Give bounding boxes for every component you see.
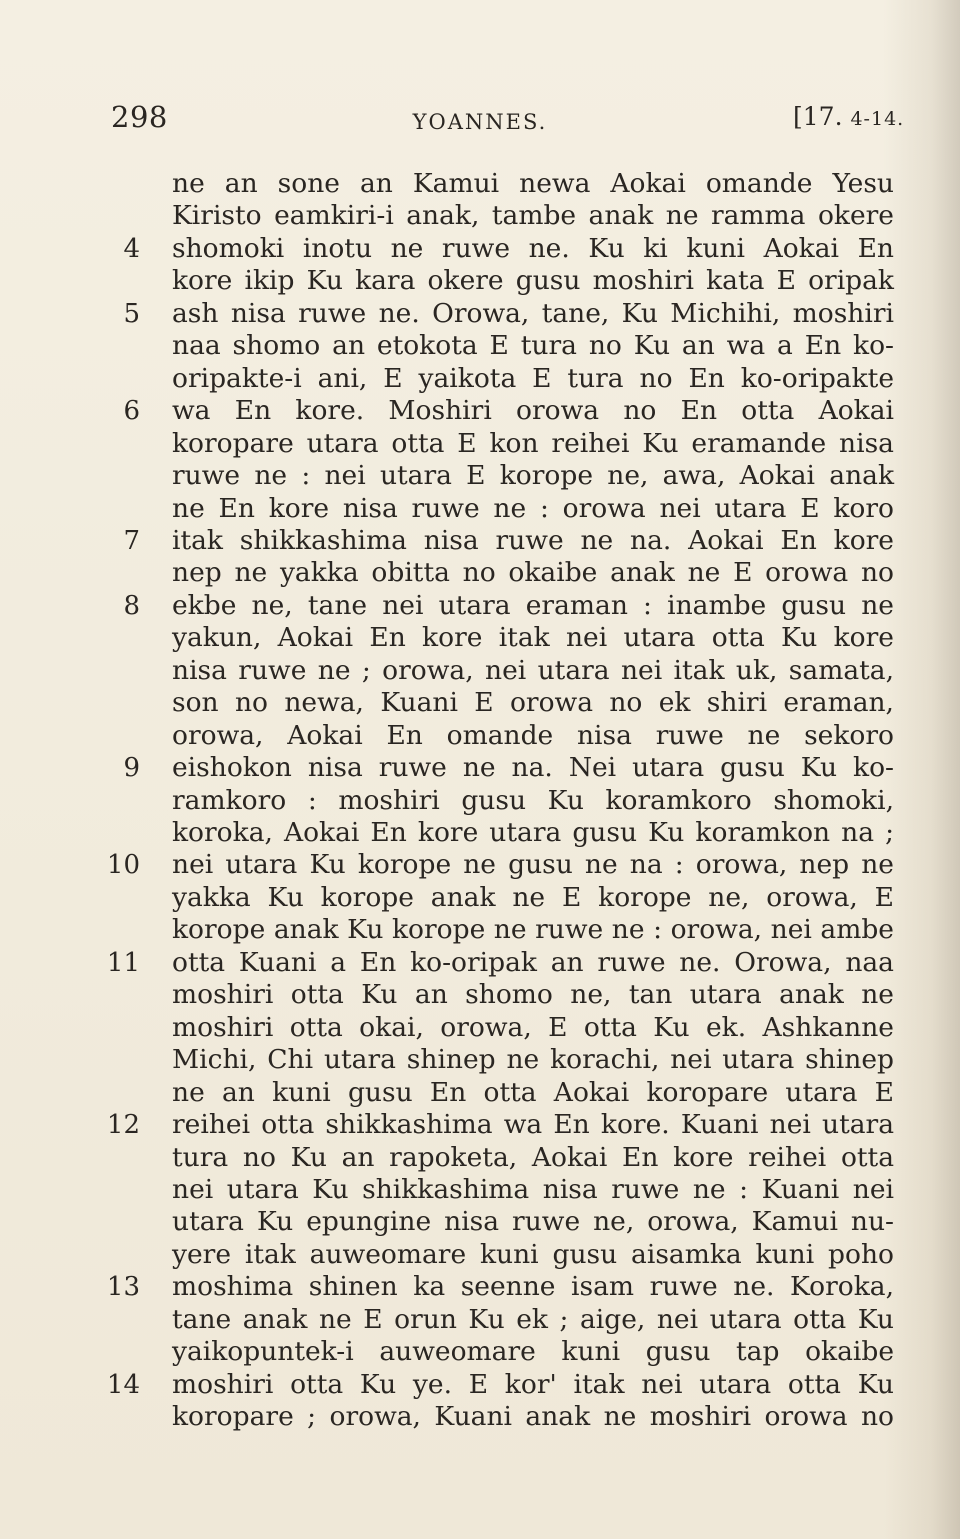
text-line	[0, 557, 960, 589]
line-text: Kiristo eamkiri-i anak, tambe anak ne ramma okere	[172, 200, 894, 232]
text-line	[0, 687, 960, 719]
chapter-reference-verses: 4-14.	[850, 108, 905, 130]
line-text: nei utara Ku shikkashima nisa ruwe ne : Kuani nei	[172, 1173, 894, 1205]
text-line	[0, 493, 960, 525]
line-text: orowa, Aokai En omande nisa ruwe ne sekoro	[172, 719, 894, 751]
text-line	[0, 1271, 960, 1303]
text-line	[0, 1109, 960, 1141]
line-text: korope anak Ku korope ne ruwe ne : orowa, nei ambe	[172, 914, 894, 946]
line-text: moshima shinen ka seenne isam ruwe ne. Koroka,	[172, 1271, 894, 1303]
running-title: YOANNES.	[412, 110, 548, 134]
verse-number: 5	[123, 298, 140, 329]
text-line	[0, 1304, 960, 1336]
line-text: reihei otta shikkashima wa En kore. Kuani nei utara	[172, 1109, 894, 1141]
line-text: ekbe ne, tane nei utara eraman : inambe gusu ne	[172, 589, 894, 621]
text-line	[0, 979, 960, 1011]
verse-number: 10	[106, 850, 140, 881]
line-text: moshiri otta okai, orowa, E otta Ku ek. Ashkanne	[172, 1011, 894, 1043]
text-line	[0, 849, 960, 881]
page-header	[0, 98, 960, 138]
text-line	[0, 1174, 960, 1206]
line-text: ne an kuni gusu En otta Aokai koropare utara E	[172, 1076, 894, 1108]
text-line	[0, 395, 960, 427]
line-text: shomoki inotu ne ruwe ne. Ku ki kuni Aokai En	[172, 232, 894, 264]
verse-number: 8	[123, 590, 140, 621]
text-line	[0, 914, 960, 946]
verse-number: 9	[123, 753, 140, 784]
line-text: Michi, Chi utara shinep ne korachi, nei utara shinep	[172, 1044, 894, 1076]
verse-number: 14	[106, 1369, 140, 1400]
line-text: tura no Ku an rapoketa, Aokai En kore reihei otta	[172, 1141, 894, 1173]
chapter-reference-main: [17.	[793, 102, 843, 131]
text-line	[0, 1044, 960, 1076]
verse-number: 7	[123, 525, 140, 556]
text-line	[0, 363, 960, 395]
text-line	[0, 1077, 960, 1109]
text-line	[0, 655, 960, 687]
text-line	[0, 1369, 960, 1401]
line-text: oripakte-i ani, E yaikota E tura no En ko-oripakte	[172, 362, 894, 394]
line-text: yaikopuntek-i auweomare kuni gusu tap okaibe	[172, 1336, 894, 1368]
line-text: son no newa, Kuani E orowa no ek shiri eraman,	[172, 687, 894, 719]
verse-number: 11	[106, 947, 140, 978]
line-text: ramkoro : moshiri gusu Ku koramkoro shomoki,	[172, 784, 894, 816]
line-text: utara Ku epungine nisa ruwe ne, orowa, Kamui nu-	[172, 1206, 894, 1238]
text-line	[0, 752, 960, 784]
text-line	[0, 330, 960, 362]
verse-number: 6	[123, 396, 140, 427]
line-text: nisa ruwe ne ; orowa, nei utara nei itak uk, samata,	[172, 654, 894, 686]
text-line	[0, 590, 960, 622]
text-line	[0, 882, 960, 914]
text-line	[0, 168, 960, 200]
chapter-reference	[793, 102, 904, 131]
line-text: naa shomo an etokota E tura no Ku an wa a En ko-	[172, 330, 894, 362]
text-line	[0, 265, 960, 297]
text-line	[0, 200, 960, 232]
text-line	[0, 785, 960, 817]
line-text: koroka, Aokai En kore utara gusu Ku koramkon na ;	[172, 817, 894, 848]
text-line	[0, 1239, 960, 1271]
line-text: eishokon nisa ruwe ne na. Nei utara gusu Ku ko-	[172, 752, 894, 784]
text-line	[0, 947, 960, 979]
line-text: ash nisa ruwe ne. Orowa, tane, Ku Michihi, moshiri	[172, 297, 894, 329]
text-line	[0, 233, 960, 265]
text-line	[0, 817, 960, 849]
text-line	[0, 1206, 960, 1238]
line-text: koropare ; orowa, Kuani anak ne moshiri orowa no	[172, 1401, 894, 1433]
text-line	[0, 622, 960, 654]
verse-number: 12	[106, 1110, 140, 1141]
verse-number: 4	[123, 233, 140, 264]
line-text: ruwe ne : nei utara E korope ne, awa, Aokai anak	[172, 460, 894, 492]
text-line	[0, 1142, 960, 1174]
text-line	[0, 525, 960, 557]
line-text: kore ikip Ku kara okere gusu moshiri kata E oripak	[172, 265, 894, 297]
line-text: moshiri otta Ku an shomo ne, tan utara anak ne	[172, 979, 894, 1011]
line-text: itak shikkashima nisa ruwe ne na. Aokai En kore	[172, 524, 894, 556]
line-text: ne an sone an Kamui newa Aokai omande Yesu	[172, 168, 894, 199]
line-text: otta Kuani a En ko-oripak an ruwe ne. Orowa, naa	[172, 946, 894, 978]
line-text: yakka Ku korope anak ne E korope ne, orowa, E	[172, 881, 894, 913]
text-line	[0, 1401, 960, 1433]
text-line	[0, 460, 960, 492]
line-text: nep ne yakka obitta no okaibe anak ne E orowa no	[172, 557, 894, 589]
line-text: wa En kore. Moshiri orowa no En otta Aokai	[172, 395, 894, 427]
text-line	[0, 720, 960, 752]
line-text: tane anak ne E orun Ku ek ; aige, nei utara otta Ku	[172, 1303, 894, 1335]
line-text: koropare utara otta E kon reihei Ku eramande nisa	[172, 427, 894, 459]
line-text: yakun, Aokai En kore itak nei utara otta Ku kore	[172, 622, 894, 654]
text-line	[0, 1012, 960, 1044]
verse-number: 13	[106, 1272, 140, 1303]
page-number: 298	[111, 100, 168, 134]
line-text: moshiri otta Ku ye. E kor' itak nei utara otta Ku	[172, 1368, 894, 1400]
line-text: yere itak auweomare kuni gusu aisamka kuni poho	[172, 1238, 894, 1270]
text-line	[0, 1336, 960, 1368]
text-line	[0, 298, 960, 330]
line-text: nei utara Ku korope ne gusu ne na : orowa, nep ne	[172, 849, 894, 881]
line-text: ne En kore nisa ruwe ne : orowa nei utara E koro	[172, 492, 894, 524]
text-line	[0, 428, 960, 460]
